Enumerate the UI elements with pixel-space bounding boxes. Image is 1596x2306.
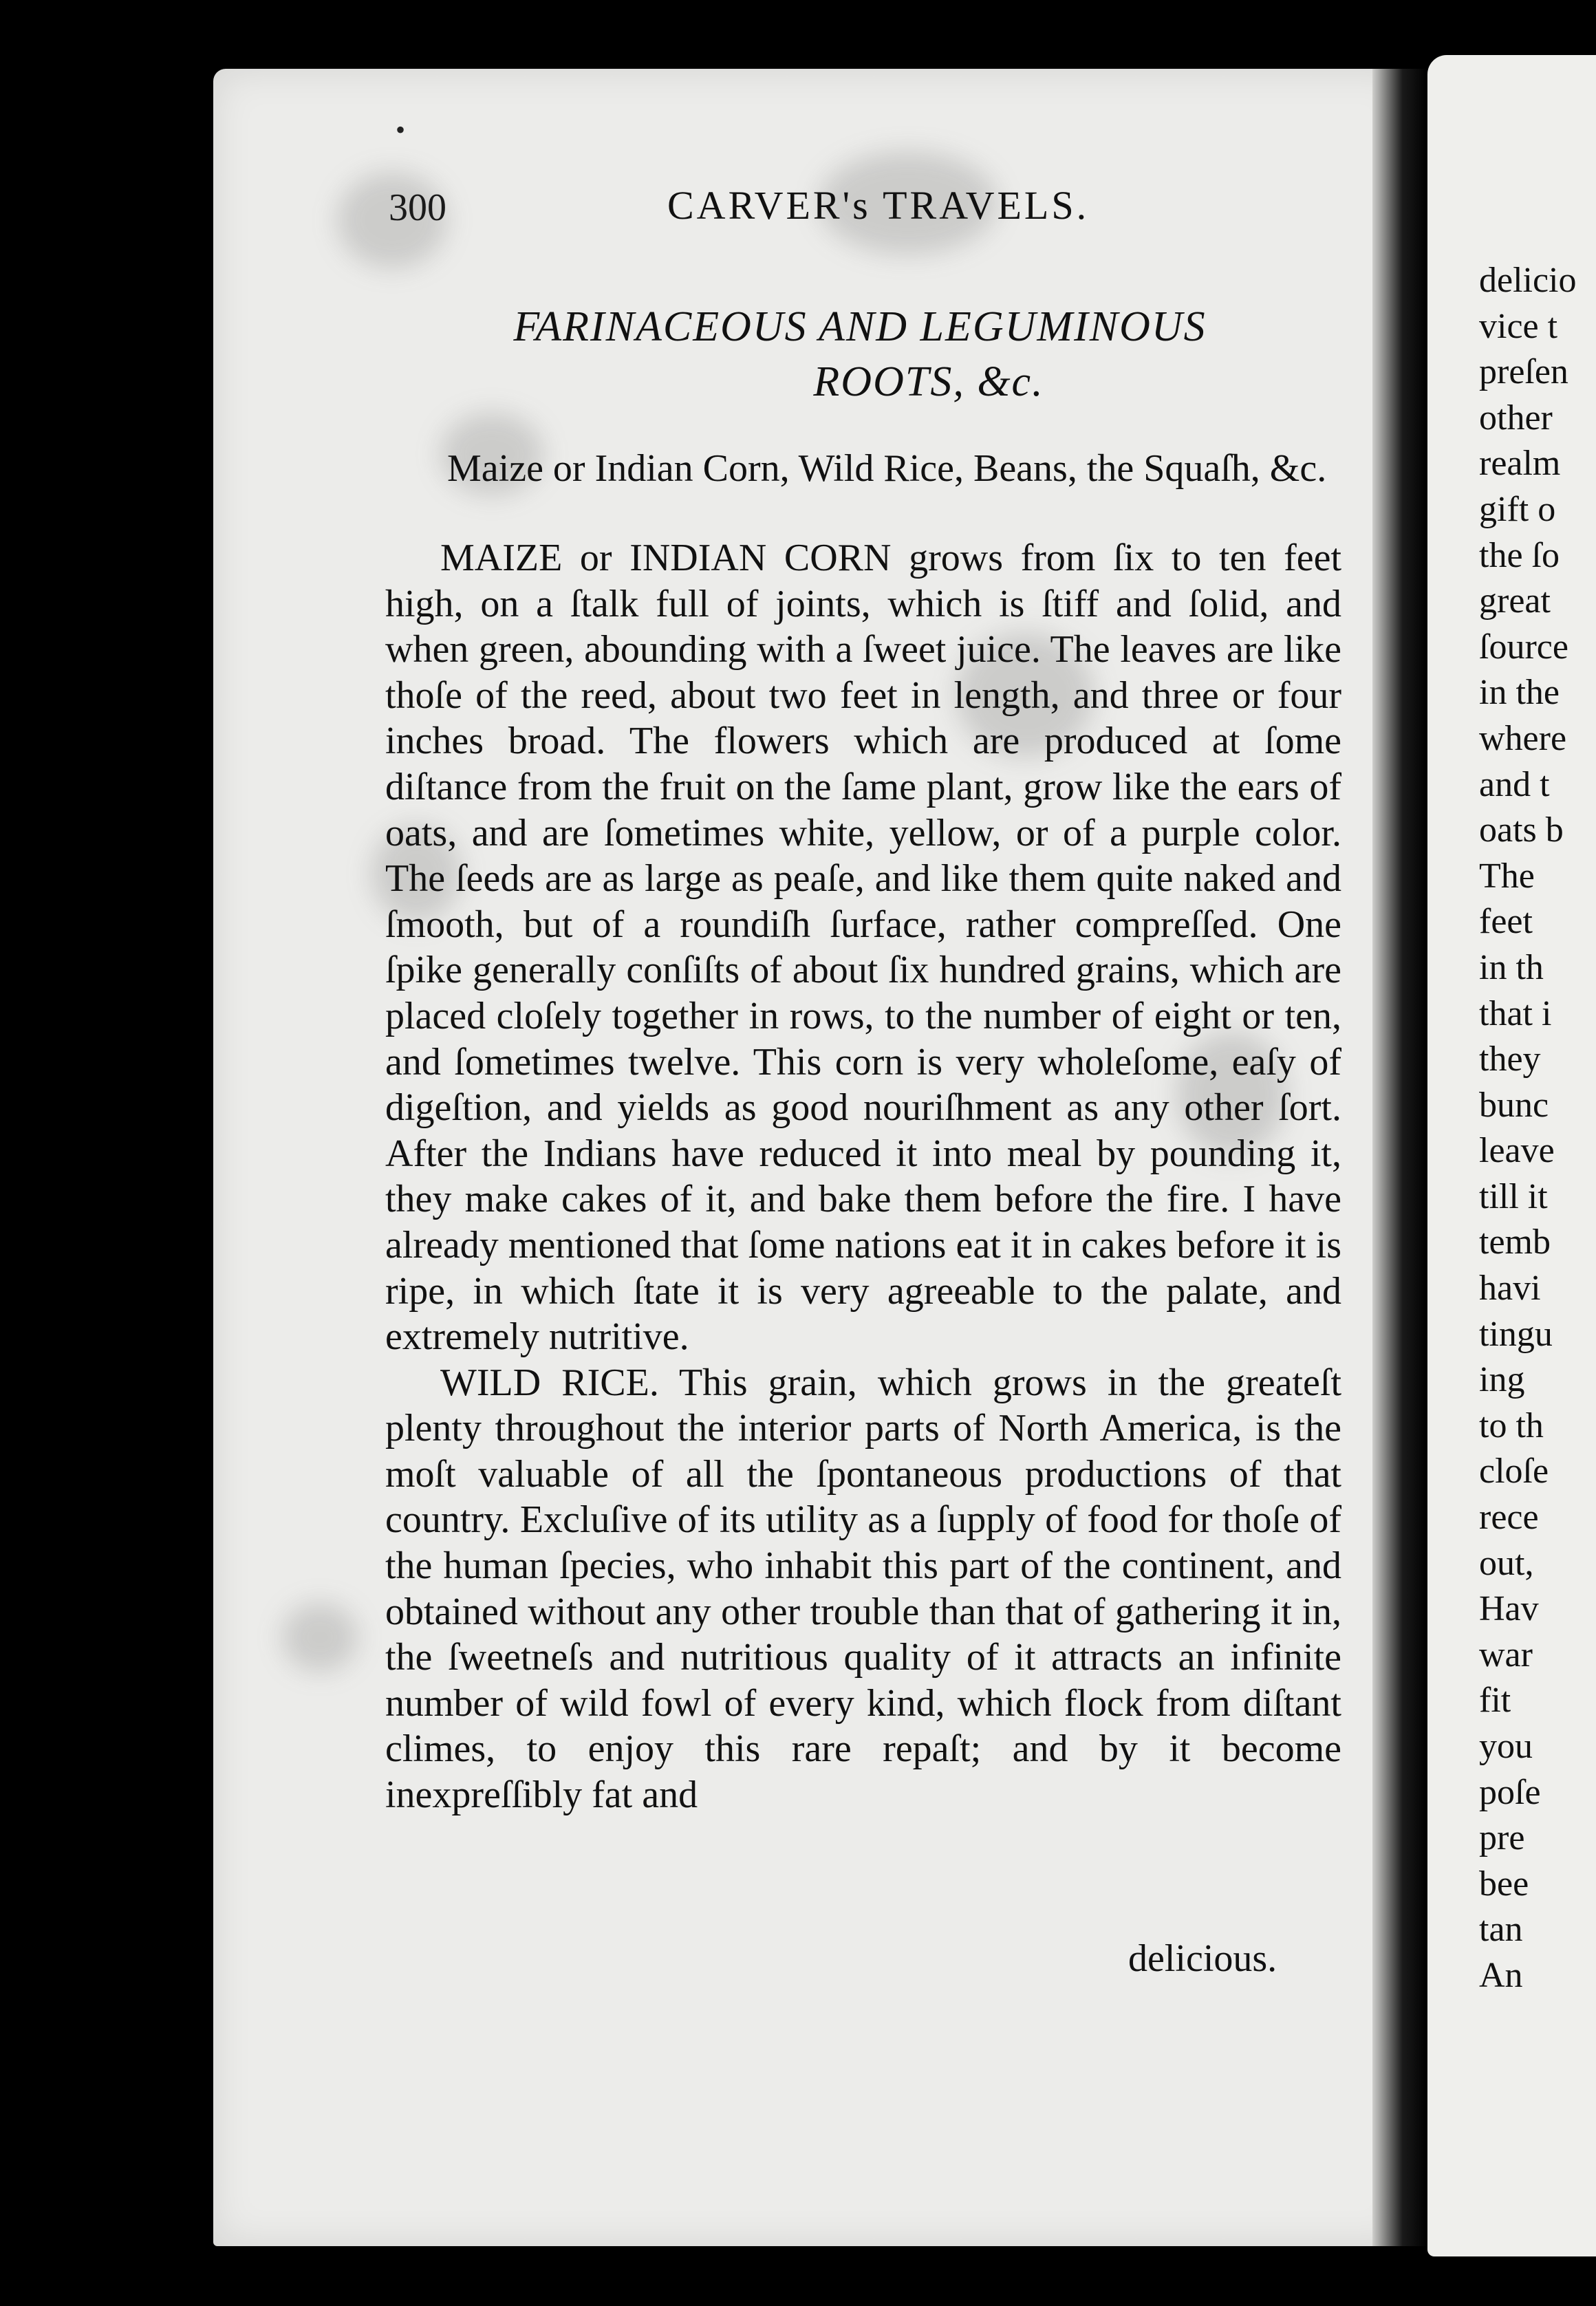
facing-line: poſe <box>1479 1772 1541 1812</box>
facing-line: tingu <box>1479 1314 1553 1354</box>
facing-line: vice t <box>1479 306 1558 346</box>
facing-line: preſen <box>1479 352 1568 392</box>
facing-line: bee <box>1479 1864 1529 1904</box>
facing-line: where <box>1479 718 1567 758</box>
facing-line: feet <box>1479 902 1533 942</box>
facing-line: cloſe <box>1479 1452 1549 1491</box>
section-title <box>385 299 1335 409</box>
facing-line: gift o <box>1479 489 1556 529</box>
facing-line: great <box>1479 581 1551 621</box>
facing-line: till it <box>1479 1176 1548 1216</box>
facing-page-text <box>1479 258 1596 1999</box>
facing-line: tan <box>1479 1910 1523 1950</box>
facing-line: An <box>1479 1955 1523 1995</box>
book-gutter <box>1372 69 1427 2246</box>
facing-line: Hav <box>1479 1589 1539 1629</box>
section-title-line1: FARINACEOUS AND LEGUMINOUS <box>513 303 1207 350</box>
page-number: 300 <box>389 186 446 229</box>
facing-line: to th <box>1479 1405 1544 1445</box>
facing-line: war <box>1479 1635 1533 1674</box>
facing-line: pre <box>1479 1818 1525 1858</box>
facing-line: and t <box>1479 764 1550 804</box>
facing-line: leave <box>1479 1131 1555 1171</box>
facing-line: The <box>1479 856 1535 896</box>
section-summary: Maize or Indian Corn, Wild Rice, Beans, the Squaſh, &c. <box>447 447 1327 490</box>
running-title: CARVER's TRAVELS. <box>667 183 1090 228</box>
section-title-line2: ROOTS, &c. <box>813 358 1044 405</box>
facing-line: havi <box>1479 1269 1541 1308</box>
body-text <box>385 535 1341 1818</box>
facing-line: out, <box>1479 1543 1534 1583</box>
facing-line: temb <box>1479 1222 1551 1262</box>
facing-line: the ſo <box>1479 535 1560 575</box>
facing-line: fit <box>1479 1681 1511 1721</box>
speck-mark: • <box>396 114 406 145</box>
facing-line: oats b <box>1479 810 1564 850</box>
paragraph-maize: MAIZE or INDIAN CORN grows from ſix to ten feet high, on a ſtalk full of joints, which is ſtiff and ſolid, and when green, abounding with a ſweet juice. The leaves are like thoſe of the reed, about two feet in length, and three or four inches broad. The flowers which are produced at ſome diſtance from the fruit on the ſame plant, grow like the ears of oats, and are ſometimes white, yellow, or of a purple color. The ſeeds are as large as peaſe, and like them quite naked and ſmooth, but of a roundiſh ſurface, rather compreſſed. One ſpike generally conſiſts of about ſix hundred grains, which are placed cloſely together in rows, to the number of eight or ten, and ſometimes twelve. This corn is very wholeſome, eaſy of digeſtion, and yields as good nouriſhment as any other ſort. After the Indians have reduced it into meal by pounding it, they make cakes of it, and bake them before the fire. I have already mentioned that ſome nations eat it in cakes before it is ripe, in which ſtate it is very agreeable to the palate, and extremely nutritive. <box>385 537 1341 1359</box>
facing-line: in th <box>1479 947 1544 987</box>
facing-line: in the <box>1479 673 1560 713</box>
facing-line: delicio <box>1479 261 1577 300</box>
facing-line: ing <box>1479 1360 1525 1400</box>
facing-line: they <box>1479 1039 1541 1079</box>
catchword: delicious. <box>1128 1937 1277 1980</box>
facing-line: you <box>1479 1727 1533 1766</box>
facing-line: realm <box>1479 444 1561 484</box>
facing-line: bunc <box>1479 1085 1549 1125</box>
facing-line: that i <box>1479 993 1552 1033</box>
facing-line: ſource <box>1479 627 1568 667</box>
facing-line: other <box>1479 398 1553 438</box>
facing-line: rece <box>1479 1498 1539 1538</box>
paragraph-wild-rice: WILD RICE. This grain, which grows in the greateſt plenty throughout the interior parts of North America, is the moſt valuable of all the ſpontaneous productions of that country. Excluſive of its utility as a ſupply of food for thoſe of the human ſpecies, who inhabit this part of the continent, and obtained without any other trouble than that of gathering it in, the ſweetneſs and nutritious quality of it attracts an infinite number of wild fowl of every kind, which flock from diſtant climes, to enjoy this rare repaſt; and by it become inexpreſſibly fat and <box>385 1361 1341 1817</box>
